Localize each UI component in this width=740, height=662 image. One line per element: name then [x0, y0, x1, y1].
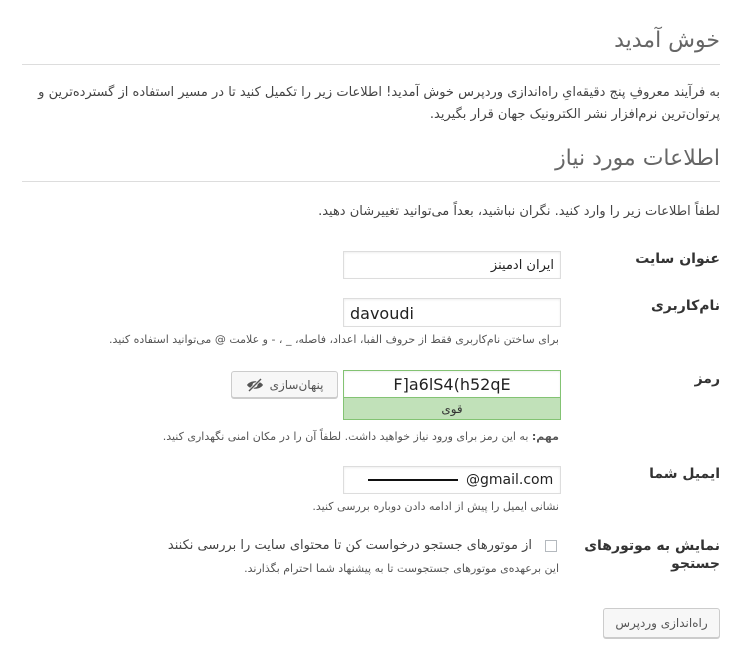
- search-engine-checkbox[interactable]: [545, 540, 557, 552]
- email-input[interactable]: [343, 466, 561, 494]
- hide-password-label: پنهان‌سازی: [269, 377, 324, 392]
- email-hint: نشانی ایمیل را پیش از ادامه دادن دوباره بررسی کنید.: [312, 500, 559, 513]
- password-strength-indicator: قوی: [343, 398, 561, 420]
- site-title-input[interactable]: ایران ادمینز: [343, 251, 561, 279]
- password-note-text: به این رمز برای ورود نیاز خواهید داشت. لطفاً آن را در مکان امنی نگهداری کنید.: [162, 430, 532, 443]
- username-input[interactable]: davoudi: [343, 298, 561, 327]
- password-note: [163, 430, 559, 443]
- divider: [22, 181, 720, 182]
- welcome-text: به فرآیند معروفِ پنج دقیقه‌ایِ راه‌اندازی وردپرس خوش آمدید! اطلاعات زیر را تکمیل کنید تا در مسیر استفاده از گسترده‌ترین و پرتوان‌ترین نرم‌افزار نشر الکترونیک جهان قرار بگیرید.: [38, 85, 720, 122]
- welcome-heading: خوش آمدید: [614, 28, 720, 53]
- email-domain: @gmail.com: [466, 472, 554, 488]
- search-engine-label: نمایش به موتورهای جستجو: [584, 538, 720, 572]
- password-input[interactable]: F]a6lS4(h52qE: [343, 370, 561, 398]
- redacted-email-prefix: [368, 479, 458, 481]
- search-engine-checkbox-label[interactable]: از موتورهای جستجو درخواست کن تا محتوای سایت را بررسی نکنند: [167, 538, 532, 553]
- site-title-label: عنوان سایت: [635, 251, 720, 267]
- hide-password-button[interactable]: [231, 371, 338, 398]
- info-subtitle: لطفاً اطلاعات زیر را وارد کنید. نگران نباشید، بعداً می‌توانید تغییرشان دهید.: [318, 204, 720, 219]
- username-label: نام‌کاربری: [650, 298, 720, 314]
- install-wordpress-button[interactable]: راه‌اندازی وردپرس: [603, 608, 720, 638]
- info-heading: اطلاعات مورد نیاز: [555, 146, 720, 171]
- username-hint: برای ساختن نام‌کاربری فقط از حروف الفبا، اعداد، فاصله، _ ، - و علامت @ می‌توانید استفاده کنید.: [109, 333, 559, 346]
- email-label: ایمیل شما: [649, 466, 720, 482]
- divider: [22, 64, 720, 65]
- password-label: رمز: [694, 371, 720, 387]
- search-engine-hint: این برعهده‌ی موتورهای جستجوست تا به پیشنهاد شما احترام بگذارند.: [244, 562, 559, 575]
- password-note-bold: مهم:: [531, 430, 559, 443]
- eye-slash-icon: [246, 378, 264, 392]
